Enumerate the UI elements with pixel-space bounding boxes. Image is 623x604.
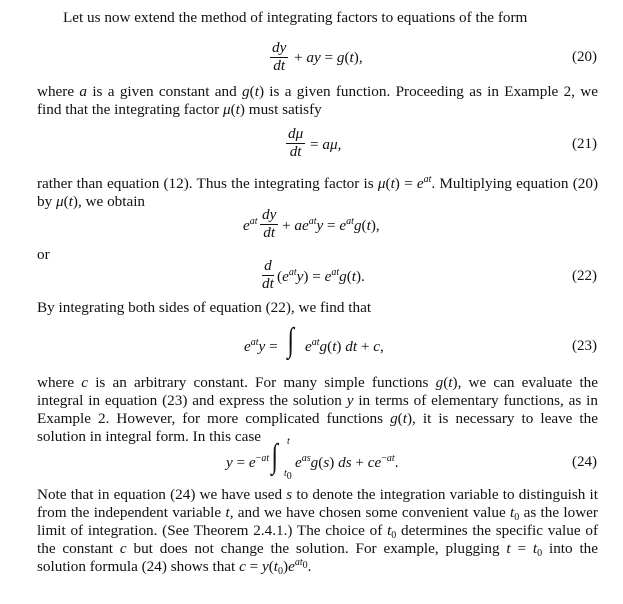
equation-21-number: (21) <box>572 136 597 152</box>
integral-sign: ∫ <box>271 438 278 475</box>
equation-unnumbered <box>0 207 623 247</box>
equation-22-body: $(e^{at}y) = e^{at}g(t)$. <box>277 267 365 285</box>
paragraph-arbitrary-constant: where c is an arbitrary constant. For many simple functions g(t), we can evaluate the integral in equation (23) and express the solution y in terms of elementary functions, as in Example 2. However, for more complicated functions g(t), it is necessary to leave the solution in integral form. In this case <box>37 374 598 445</box>
paragraph-integrating-factor: where a is a given constant and g(t) is a given function. Proceeding as in Example 2, we find that the integrating factor μ(t) must satisfy <box>37 83 598 118</box>
equation-unnumbered-body: + $ae^{at}y = e^{at}g(t)$, <box>282 216 380 234</box>
paragraph-integrating-both-sides: By integrating both sides of equation (22), we find that <box>37 299 372 316</box>
eat-factor: $e^{at}$ <box>243 216 258 234</box>
paragraph-note: Note that in equation (24) we have used s to denote the integration variable to distinguish it from the independent variable t, and we have chosen some convenient value $t_0$ as the lower limit of integration. (See Theorem 2.4.1.) The choice of $t_0$ determines the specific value of the constant c but does not change the solution. For example, plugging $t = t_0$ into the solution formula (24) shows that $c = y(t_0)e^{at_0}$. <box>37 486 598 577</box>
equation-23-rhs: $e^{at}g(t)$ dt + c, <box>305 337 384 355</box>
equation-23-number: (23) <box>572 338 597 354</box>
equation-21-body: = aμ, <box>310 136 342 153</box>
equation-20 <box>0 40 623 80</box>
lower-limit: $t_0$ <box>284 468 292 482</box>
dy-dt-fraction: dy dt <box>272 39 287 74</box>
equation-24-rhs: $e^{as}g(s)$ ds + $ce^{-at}$. <box>295 453 399 471</box>
dy-dt-fraction-2: dy dt <box>262 206 277 241</box>
intro-text: Let us now extend the method of integrating factors to equations of the form <box>63 9 528 26</box>
equation-23-lhs: $e^{at}y$ = <box>244 337 278 355</box>
paragraph-multiplying: rather than equation (12). Thus the integrating factor is $\mu(t) = e^{at}$. Multiplying equation (20) by μ(t), we obtain <box>37 174 598 210</box>
equation-23 <box>0 322 623 366</box>
word-or: or <box>37 246 50 263</box>
equation-22-number: (22) <box>572 268 597 284</box>
integral-sign: ∫ <box>287 322 294 359</box>
equation-20-body: + ay = g(t), <box>294 49 363 66</box>
paragraph-intro <box>37 9 598 27</box>
dmu-dt-fraction: dμ dt <box>288 125 304 160</box>
equation-21 <box>0 126 623 166</box>
equation-24-lhs: $y = e^{-at}$ <box>226 453 270 471</box>
equation-24-number: (24) <box>572 454 597 470</box>
equation-20-number: (20) <box>572 49 597 65</box>
d-dt-fraction: d dt <box>262 257 274 292</box>
equation-22 <box>0 258 623 298</box>
upper-limit: t <box>287 436 290 447</box>
equation-24 <box>0 436 623 482</box>
